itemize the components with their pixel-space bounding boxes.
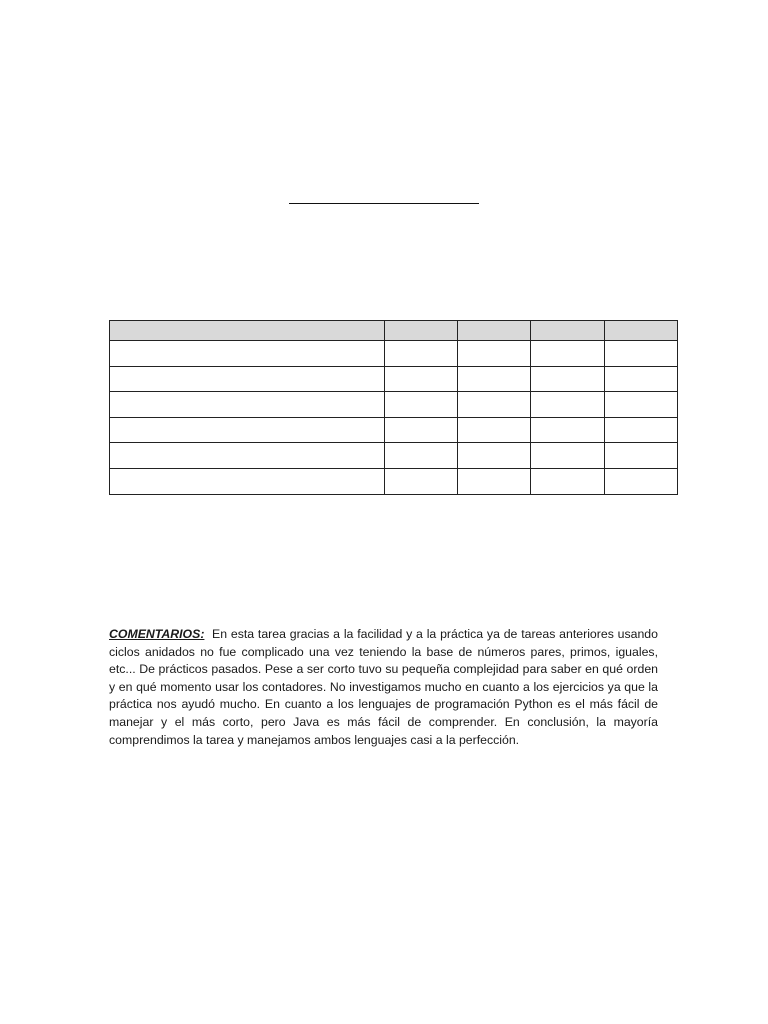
table-cell [605, 392, 678, 418]
table-cell [385, 366, 458, 392]
table-cell [110, 392, 385, 418]
title-underline [289, 203, 479, 204]
table-cell [531, 366, 605, 392]
table-row [110, 468, 678, 494]
results-table [109, 320, 678, 495]
table-cell [110, 341, 385, 367]
table-cell [385, 341, 458, 367]
table-row [110, 392, 678, 418]
table-cell [385, 443, 458, 469]
table-cell [110, 366, 385, 392]
table-header-cell [458, 321, 531, 341]
table-cell [605, 366, 678, 392]
table-cell [385, 468, 458, 494]
comments-text: En esta tarea gracias a la facilidad y a la práctica ya de tareas anteriores usando ciclos anidados no fue complicado una vez teniendo la base de números pares, primos, iguales, etc... De prácticos pasados. Pese a ser corto tuvo su pequeña complejidad para saber en qué orden y en qué momento usar los contadores. No investigamos mucho en cuanto a los ejercicios ya que la práctica nos ayudó mucho. En cuanto a los lenguajes de programación Python es el más fácil de manejar y el más corto, pero Java es más fácil de comprender. En conclusión, la mayoría comprendimos la tarea y manejamos ambos lenguajes casi a la perfección. [109, 627, 658, 747]
table-cell [605, 341, 678, 367]
table-cell [110, 417, 385, 443]
table-cell [458, 443, 531, 469]
table-cell [531, 341, 605, 367]
table-cell [458, 417, 531, 443]
table-cell [458, 366, 531, 392]
table-cell [385, 417, 458, 443]
table-cell [531, 443, 605, 469]
table-row [110, 417, 678, 443]
table-header-cell [605, 321, 678, 341]
comments-paragraph [109, 626, 658, 749]
table-header-cell [110, 321, 385, 341]
table-header-cell [385, 321, 458, 341]
comments-label: COMENTARIOS: [109, 627, 205, 641]
table-cell [110, 443, 385, 469]
table-cell [458, 341, 531, 367]
table-row [110, 443, 678, 469]
table-cell [605, 443, 678, 469]
table-row [110, 341, 678, 367]
table-cell [385, 392, 458, 418]
table-header-row [110, 321, 678, 341]
table-cell [531, 392, 605, 418]
table-row [110, 366, 678, 392]
table-cell [458, 392, 531, 418]
table-cell [605, 417, 678, 443]
table-cell [531, 417, 605, 443]
table-cell [458, 468, 531, 494]
table-header-cell [531, 321, 605, 341]
table-cell [531, 468, 605, 494]
table-cell [605, 468, 678, 494]
table-cell [110, 468, 385, 494]
